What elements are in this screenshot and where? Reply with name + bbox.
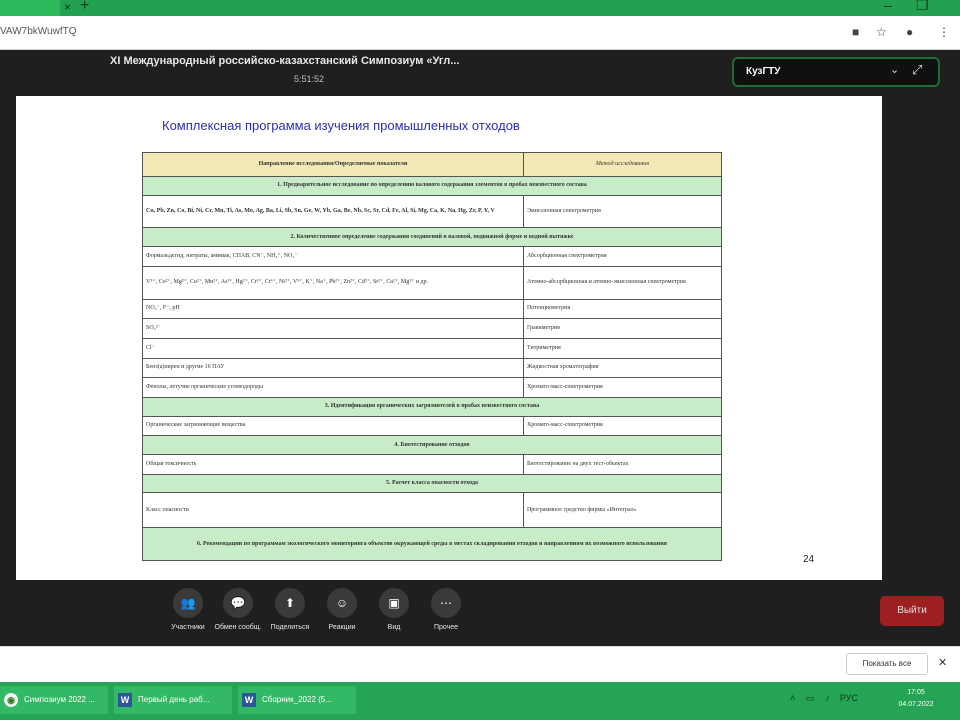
- participants-button[interactable]: [173, 588, 203, 618]
- cell-indicator: Общая токсичность: [143, 454, 524, 474]
- clock[interactable]: [896, 687, 936, 711]
- taskbar-app[interactable]: [0, 686, 108, 714]
- star-icon[interactable]: ☆: [876, 25, 887, 39]
- table-row: [143, 195, 722, 228]
- cell-indicator: Cu, Pb, Zn, Co, Bi, Ni, Cr, Mn, Ti, As, Mo, Ag, Ba, Li, Sb, Sn, Ge, W, Yb, Ga, Be, Nb, Sc, Sr, Cd, Fe, Al, Si, Mg, Ca, K, Na, Hg, Zr, P, Y, V: [143, 195, 524, 228]
- browser-tab-strip: [0, 0, 960, 16]
- participants-label: Участники: [171, 624, 205, 631]
- meeting-title: XI Международный российско-казахстанский Симпозиум «Угл...: [110, 55, 460, 67]
- more-button[interactable]: [431, 588, 461, 618]
- table-row: [143, 416, 722, 436]
- taskbar-app[interactable]: [238, 686, 356, 714]
- section-title: 1. Предварительное исследование по определению валового содержания элементов в пробах неизвестного состава: [143, 177, 722, 196]
- taskbar: [0, 682, 960, 720]
- downloads-bar: [0, 646, 960, 682]
- table-row: [143, 338, 722, 358]
- cell-indicator: Формальдегид, нитраты, аммиак, СПАВ, CN⁻, NH₄⁺, NO₂⁻: [143, 247, 524, 267]
- slide-title: Комплексная программа изучения промышленных отходов: [162, 118, 520, 133]
- cell-indicator: NO₃⁻, F⁻, pH: [143, 299, 524, 319]
- slide-page-number: 24: [803, 554, 815, 565]
- cell-indicator: Cl⁻: [143, 338, 524, 358]
- minimize-icon[interactable]: –: [884, 0, 892, 13]
- cell-indicator: Фенолы, летучие органические углеводороды: [143, 378, 524, 398]
- word-icon: W: [118, 693, 132, 707]
- more-label: Прочее: [433, 624, 459, 631]
- taskbar-app-label: Сборник_2022 (5...: [262, 695, 332, 704]
- table-section-row: [143, 474, 722, 493]
- address-bar: [0, 16, 960, 50]
- browser-tab[interactable]: [0, 0, 60, 16]
- cell-method: Атомно-абсорбционная и атомно-эмиссионная спектрометрия: [523, 266, 721, 299]
- section-title: 5. Расчет класса опасности отхода: [143, 474, 722, 493]
- table-section-row: [143, 177, 722, 196]
- taskbar-app[interactable]: [114, 686, 232, 714]
- cell-indicator: SO₄²⁻: [143, 319, 524, 339]
- section-title: 3. Идентификация органических загрязнителей в пробах неизвестного состава: [143, 398, 722, 417]
- participants-icon: 👥: [180, 596, 196, 610]
- meeting-window: [0, 50, 960, 646]
- section-title: 4. Биотестирование отходов: [143, 436, 722, 455]
- cell-indicator: Класс опасности: [143, 493, 524, 528]
- cell-method: Программное средство фирмы «Интеграл»: [523, 493, 721, 528]
- cell-method: Жидкостная хроматография: [523, 358, 721, 378]
- chevron-up-icon[interactable]: ˄: [790, 693, 796, 703]
- show-all-button[interactable]: Показать все: [846, 653, 928, 675]
- cell-method: Потенциометрия: [523, 299, 721, 319]
- chat-icon: 💬: [230, 596, 246, 610]
- new-tab-icon[interactable]: +: [80, 0, 90, 14]
- network-icon[interactable]: ▭: [805, 693, 815, 703]
- view-label: Вид: [387, 624, 401, 631]
- waste-program-table: [142, 152, 722, 561]
- close-icon[interactable]: ✕: [938, 657, 948, 669]
- expand-icon[interactable]: ⤢: [912, 62, 923, 77]
- table-row: [143, 378, 722, 398]
- chrome-icon: ◉: [4, 693, 18, 707]
- cell-method: Гравиметрия: [523, 319, 721, 339]
- clock-date: 04.07.2022: [898, 701, 934, 708]
- word-icon: W: [242, 693, 256, 707]
- share-button[interactable]: [275, 588, 305, 618]
- tab-close-icon[interactable]: ×: [64, 0, 72, 14]
- cell-indicator: Бенз(а)пирен и другие 16 ПАУ: [143, 358, 524, 378]
- table-section-row: [143, 528, 722, 561]
- share-screen-icon: ⬆: [284, 596, 296, 610]
- table-row: [143, 299, 722, 319]
- table-row: [143, 493, 722, 528]
- cell-method: Биотестирование на двух тест-объектах: [523, 454, 721, 474]
- more-icon[interactable]: ⋮: [938, 25, 950, 39]
- table-section-row: [143, 398, 722, 417]
- chat-button[interactable]: [223, 588, 253, 618]
- taskbar-app-label: Симпозиум 2022 ...: [24, 695, 95, 704]
- table-row: [143, 454, 722, 474]
- table-section-row: [143, 228, 722, 247]
- volume-icon[interactable]: ♪: [824, 693, 830, 703]
- cell-indicator: V⁵⁺, Co²⁺, Mg²⁺, Cu²⁺, Mn²⁺, As³⁺, Hg²⁺, Cr³⁺, Cr⁶⁺, Ni²⁺, V⁵⁺, K⁺, Na⁺, Pb²⁺, Zn²⁺, Cd²⁺, Sr²⁺, Ca²⁺, Mg²⁺ и др.: [143, 266, 524, 299]
- maximize-icon[interactable]: ❐: [916, 0, 929, 13]
- table-header-row: [143, 153, 722, 177]
- reactions-label: Реакции: [328, 624, 356, 631]
- cell-method: Хромато-масс-спектрометрия: [523, 416, 721, 436]
- language-indicator[interactable]: РУС: [839, 693, 858, 703]
- share-label: Поделиться: [270, 624, 310, 631]
- participant-selector[interactable]: [732, 57, 940, 87]
- reaction-icon: ☺: [335, 596, 349, 610]
- table-row: [143, 358, 722, 378]
- cell-method: Абсорбционная спектрометрия: [523, 247, 721, 267]
- meeting-timer: 5:51:52: [294, 74, 325, 84]
- header-direction: Направление исследования/Определяемые показатели: [143, 153, 524, 177]
- section-title: 2. Количественное определение содержания соединений в валовой, подвижной форме и водной вытяжке: [143, 228, 722, 247]
- view-icon: ▣: [388, 596, 400, 610]
- participant-name: КузГТУ: [746, 66, 781, 77]
- chat-label: Обмен сообщ.: [214, 624, 262, 631]
- cell-method: Эмиссионная спектрометрия: [523, 195, 721, 228]
- clock-time: 17:05: [907, 689, 925, 696]
- camera-icon[interactable]: ■: [852, 25, 860, 39]
- chevron-down-icon[interactable]: ⌄: [890, 64, 900, 76]
- taskbar-app-label: Первый день раб...: [138, 695, 210, 704]
- system-tray: [790, 693, 858, 704]
- more-icon: ⋯: [440, 596, 452, 610]
- profile-icon[interactable]: ●: [906, 25, 914, 39]
- table-row: [143, 319, 722, 339]
- table-row: [143, 247, 722, 267]
- reactions-button[interactable]: [327, 588, 357, 618]
- cell-method: Титриметрия: [523, 338, 721, 358]
- leave-button[interactable]: Выйти: [880, 596, 944, 626]
- view-button[interactable]: [379, 588, 409, 618]
- table-row: [143, 266, 722, 299]
- section-title: 6. Рекомендации по программам экологического мониторинга объектов окружающей среды в местах складирования отходов и направлениям их возможного использования: [143, 528, 722, 561]
- table-section-row: [143, 436, 722, 455]
- url-text[interactable]: VAW7bkWuwfTQ: [0, 26, 77, 37]
- shared-slide: [16, 96, 882, 580]
- cell-indicator: Органические загрязняющие вещества: [143, 416, 524, 436]
- cell-method: Хромато-масс-спектрометрия: [523, 378, 721, 398]
- header-method: Метод исследования: [523, 153, 721, 177]
